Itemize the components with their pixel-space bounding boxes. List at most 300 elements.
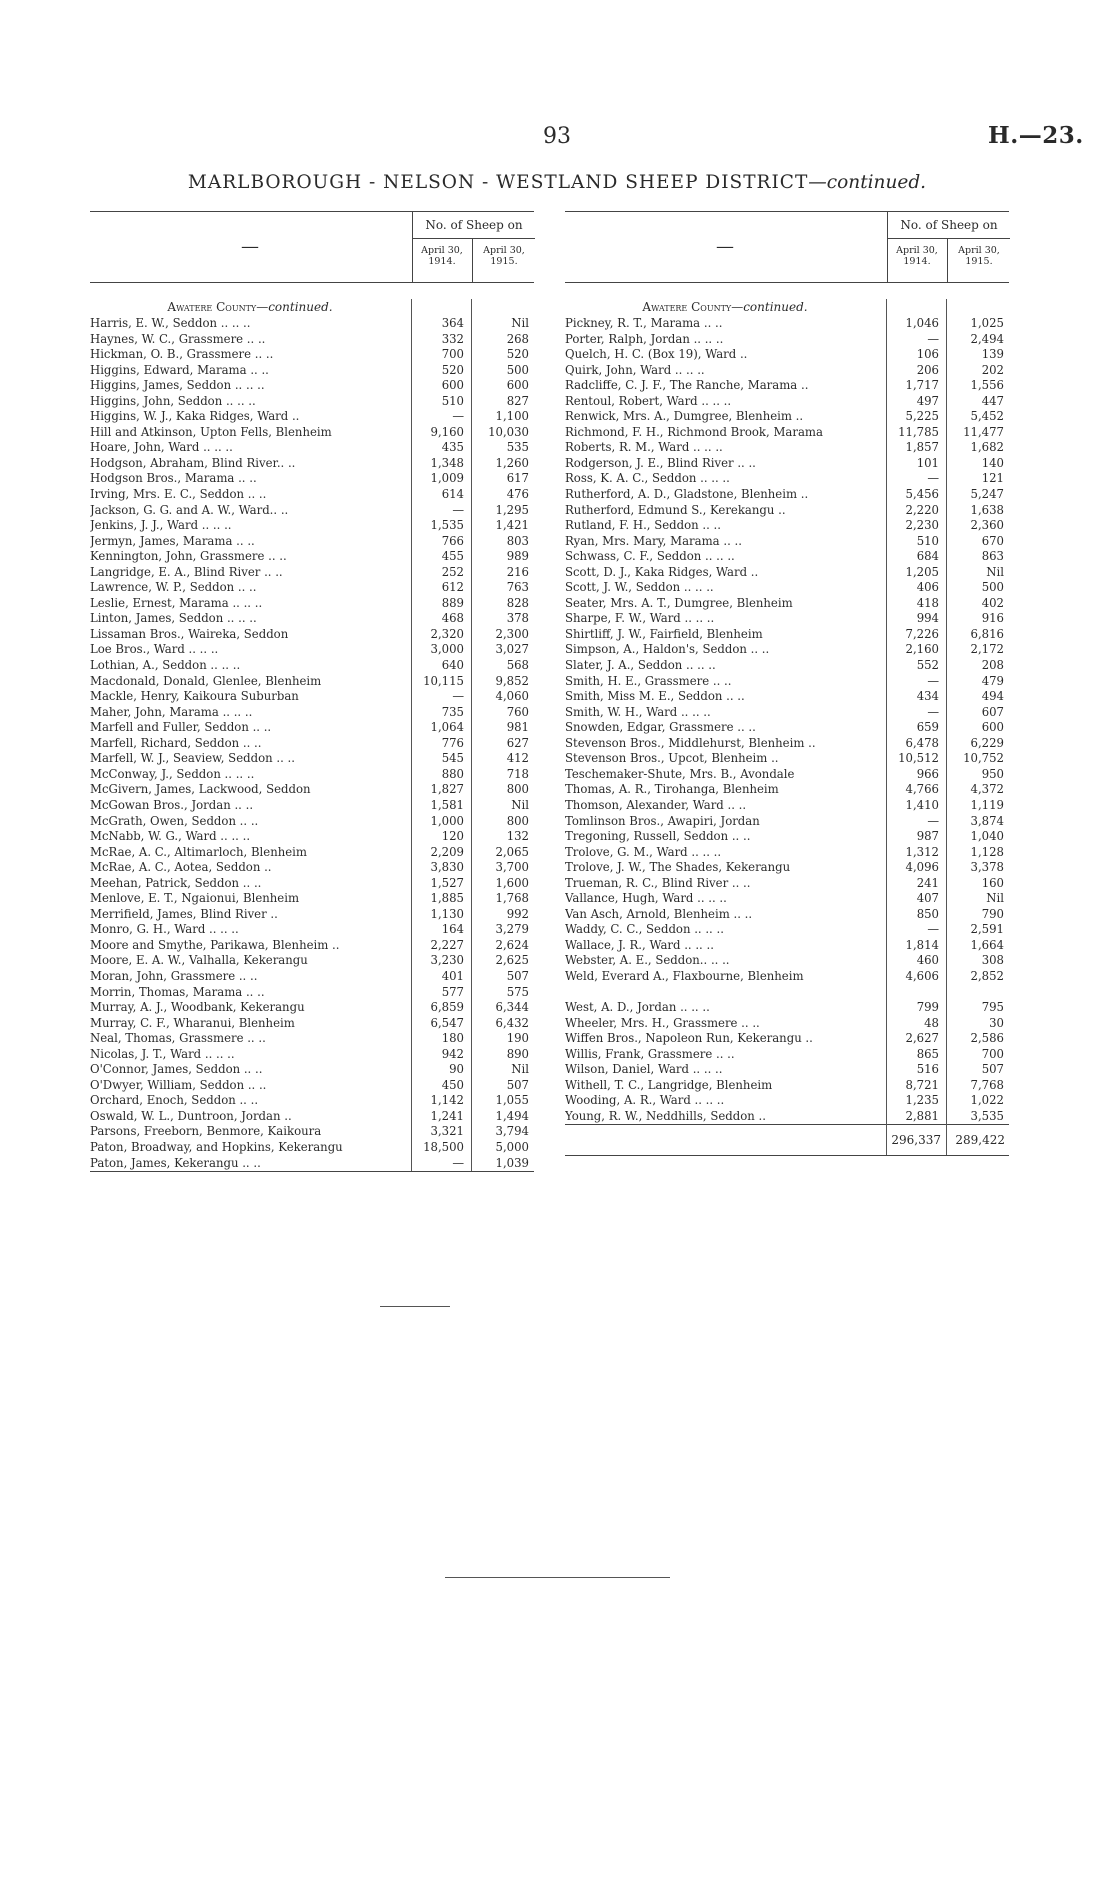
sheep-1914: 520 — [441, 362, 464, 377]
table-row — [565, 409, 1009, 425]
table-row — [565, 627, 1009, 643]
sheep-1915: 3,279 — [495, 922, 529, 937]
sheep-1915: 140 — [981, 455, 1004, 470]
sheep-1914: 1,885 — [430, 891, 464, 906]
sheep-1914: 241 — [916, 875, 939, 890]
table-row — [90, 1093, 534, 1109]
sheep-1915: 1,025 — [970, 316, 1004, 330]
owner-name: Ryan, Mrs. Mary, Marama .. .. — [565, 533, 742, 548]
sheep-1914: — — [927, 922, 939, 937]
owner-name: Moran, John, Grassmere .. .. — [90, 968, 258, 983]
table-row — [565, 751, 1009, 767]
header-group-label: No. of Sheep on — [413, 218, 535, 239]
sheep-1915: 132 — [506, 829, 529, 844]
table-row — [90, 363, 534, 379]
table-row — [90, 347, 534, 363]
sheep-1914: 460 — [916, 953, 939, 968]
sheep-1915: 916 — [981, 611, 1004, 626]
totals-label — [565, 1125, 885, 1155]
owner-name: Loe Bros., Ward .. .. .. — [90, 642, 219, 657]
owner-name: Pickney, R. T., Marama .. .. — [565, 316, 723, 330]
table-row — [565, 1062, 1009, 1078]
sheep-1914: 1,717 — [905, 378, 939, 393]
sheep-1914: 252 — [441, 564, 464, 579]
sheep-1914: 600 — [441, 378, 464, 393]
table-row — [565, 1109, 1009, 1125]
report-code: H.—23. — [988, 122, 1084, 149]
table-row — [90, 860, 534, 876]
sheep-1914: 3,230 — [430, 953, 464, 968]
table-row — [565, 969, 1009, 1000]
table-row — [90, 798, 534, 814]
sheep-1914: 776 — [441, 735, 464, 750]
table-row — [90, 471, 534, 487]
owner-name: Higgins, Edward, Marama .. .. — [90, 362, 269, 377]
table-row — [90, 1140, 534, 1156]
sheep-1915: 760 — [506, 704, 529, 719]
table-row — [90, 1016, 534, 1032]
owner-name: Kennington, John, Grassmere .. .. — [90, 549, 287, 564]
owner-name: Vallance, Hugh, Ward .. .. .. — [565, 891, 727, 906]
table-row — [565, 487, 1009, 503]
owner-name: Monro, G. H., Ward .. .. .. — [90, 922, 239, 937]
sheep-1915: 139 — [981, 347, 1004, 362]
owner-name: Hill and Atkinson, Upton Fells, Blenheim — [90, 424, 332, 439]
divider — [445, 1577, 670, 1578]
table-row — [90, 1156, 534, 1172]
owner-name: Hickman, O. B., Grassmere .. .. — [90, 347, 274, 362]
table-row — [565, 425, 1009, 441]
sheep-1915: 1,128 — [970, 844, 1004, 859]
sheep-1915: 1,022 — [970, 1093, 1004, 1108]
sheep-1915: 600 — [981, 720, 1004, 735]
sheep-1915: 3,874 — [970, 813, 1004, 828]
table-row — [90, 394, 534, 410]
title-continued: —continued. — [808, 172, 927, 193]
sheep-1915: 1,040 — [970, 829, 1004, 844]
sheep-1915: 2,300 — [495, 626, 529, 641]
sheep-1914: 1,064 — [430, 720, 464, 735]
table-row — [90, 565, 534, 581]
sheep-1914: 5,225 — [905, 409, 939, 424]
sheep-1915: 2,625 — [495, 953, 529, 968]
table-row — [565, 891, 1009, 907]
owner-name: West, A. D., Jordan .. .. .. — [565, 999, 710, 1014]
table-row — [565, 332, 1009, 348]
sheep-1915: 3,535 — [970, 1108, 1004, 1123]
sheep-1915: 6,816 — [970, 626, 1004, 641]
sheep-1914: 889 — [441, 595, 464, 610]
table-row — [90, 1000, 534, 1016]
owner-name: Smith, W. H., Ward .. .. .. — [565, 704, 711, 719]
header-year-1914: April 30, 1914. — [896, 245, 938, 267]
table-row — [565, 596, 1009, 612]
owner-name: Oswald, W. L., Duntroon, Jordan .. — [90, 1108, 292, 1123]
table-row — [90, 985, 534, 1001]
sheep-1915: 617 — [506, 471, 529, 486]
sheep-1914: 2,230 — [905, 518, 939, 533]
sheep-1915: 268 — [506, 331, 529, 346]
table-row — [90, 876, 534, 892]
sheep-1914: 700 — [441, 347, 464, 362]
owner-name: Maher, John, Marama .. .. .. — [90, 704, 253, 719]
table-row — [565, 922, 1009, 938]
owner-name: Trolove, G. M., Ward .. .. .. — [565, 844, 722, 859]
sheep-1915: 600 — [506, 378, 529, 393]
owner-name: McRae, A. C., Altimarloch, Blenheim — [90, 844, 308, 859]
table-row — [90, 378, 534, 394]
table-row — [565, 938, 1009, 954]
sheep-1914: 4,606 — [905, 968, 939, 983]
section-heading: Awatere County—continued. — [167, 300, 333, 314]
owner-name: Trueman, R. C., Blind River .. .. — [565, 875, 751, 890]
table-row — [90, 642, 534, 658]
sheep-1914: 1,241 — [430, 1108, 464, 1123]
sheep-1914: 612 — [441, 580, 464, 595]
owner-name: Parsons, Freeborn, Benmore, Kaikoura — [90, 1124, 322, 1139]
sheep-1914: 101 — [916, 455, 939, 470]
owner-name: Withell, T. C., Langridge, Blenheim — [565, 1077, 773, 1092]
sheep-1915: 6,344 — [495, 1000, 529, 1015]
owner-name: Weld, Everard A., Flaxbourne, Blenheim — [565, 968, 804, 983]
table-row — [90, 1031, 534, 1047]
table-row — [90, 611, 534, 627]
owner-name: Scott, J. W., Seddon .. .. .. — [565, 580, 714, 595]
owner-name: Higgins, John, Seddon .. .. .. — [90, 393, 256, 408]
sheep-1914: 552 — [916, 658, 939, 673]
sheep-1915: Nil — [986, 564, 1004, 579]
table-row — [90, 1124, 534, 1140]
owner-name: Willis, Frank, Grassmere .. .. — [565, 1046, 735, 1061]
owner-name: Lawrence, W. P., Seddon .. .. — [90, 580, 257, 595]
sheep-1914: 3,321 — [430, 1124, 464, 1139]
sheep-1914: 10,115 — [423, 673, 464, 688]
sheep-1914: 48 — [924, 1015, 939, 1030]
sheep-1915: 828 — [506, 595, 529, 610]
owner-name: Teschemaker-Shute, Mrs. B., Avondale — [565, 766, 795, 781]
sheep-1914: — — [452, 1155, 464, 1170]
table-row — [565, 674, 1009, 690]
sheep-1915: 1,119 — [970, 797, 1004, 812]
sheep-1915: 2,172 — [970, 642, 1004, 657]
sheep-1915: 308 — [981, 953, 1004, 968]
table-row — [565, 471, 1009, 487]
sheep-1914: 1,581 — [430, 797, 464, 812]
owner-name: Jackson, G. G. and A. W., Ward.. .. — [90, 502, 289, 517]
sheep-count-header — [412, 212, 535, 282]
sheep-1915: 520 — [506, 347, 529, 362]
sheep-1915: 1,768 — [495, 891, 529, 906]
table-row — [565, 1016, 1009, 1032]
sheep-1915: 1,260 — [495, 455, 529, 470]
column-rule — [471, 299, 472, 1171]
sheep-1915: 30 — [989, 1015, 1004, 1030]
sheep-1914: 6,547 — [430, 1015, 464, 1030]
table-row — [565, 953, 1009, 969]
table-row — [565, 518, 1009, 534]
sheep-1914: 4,766 — [905, 782, 939, 797]
sheep-1915: 5,247 — [970, 487, 1004, 502]
sheep-1914: 401 — [441, 968, 464, 983]
table-row — [90, 549, 534, 565]
total-1914: 296,337 — [891, 1133, 941, 1148]
sheep-1914: 407 — [916, 891, 939, 906]
sheep-1914: 90 — [449, 1062, 464, 1077]
table-row — [90, 503, 534, 519]
table-row — [565, 720, 1009, 736]
sheep-1915: 190 — [506, 1031, 529, 1046]
sheep-1915: 507 — [981, 1062, 1004, 1077]
table-row — [565, 1078, 1009, 1094]
sheep-1915: 447 — [981, 393, 1004, 408]
sheep-1915: 2,360 — [970, 518, 1004, 533]
sheep-1914: 2,627 — [905, 1031, 939, 1046]
sheep-1914: 1,046 — [905, 316, 939, 330]
owner-name: Van Asch, Arnold, Blenheim .. .. — [565, 906, 753, 921]
left-table-body — [90, 299, 534, 1172]
sheep-1914: — — [927, 331, 939, 346]
table-row — [565, 580, 1009, 596]
title-main: MARLBOROUGH - NELSON - WESTLAND SHEEP DISTRICT — [187, 172, 809, 193]
sheep-1914: 987 — [916, 829, 939, 844]
owner-name: Hodgson, Abraham, Blind River.. .. — [90, 455, 296, 470]
table-row — [565, 1047, 1009, 1063]
owner-name: Sharpe, F. W., Ward .. .. .. — [565, 611, 715, 626]
sheep-1915: 3,027 — [495, 642, 529, 657]
sheep-1914: 164 — [441, 922, 464, 937]
sheep-1914: 1,527 — [430, 875, 464, 890]
sheep-1914: 735 — [441, 704, 464, 719]
sheep-1914: 2,209 — [430, 844, 464, 859]
sheep-1914: 5,456 — [905, 487, 939, 502]
sheep-1914: 9,160 — [430, 424, 464, 439]
table-row — [90, 767, 534, 783]
table-row — [90, 440, 534, 456]
owner-name: Webster, A. E., Seddon.. .. .. — [565, 953, 730, 968]
owner-name: McConway, J., Seddon .. .. .. — [90, 766, 255, 781]
sheep-1914: 865 — [916, 1046, 939, 1061]
sheep-1914: 966 — [916, 766, 939, 781]
table-row — [90, 953, 534, 969]
table-row — [90, 782, 534, 798]
table-row — [565, 347, 1009, 363]
owner-name: Thomas, A. R., Tirohanga, Blenheim — [565, 782, 779, 797]
table-row — [90, 938, 534, 954]
owner-name: Leslie, Ernest, Marama .. .. .. — [90, 595, 263, 610]
sheep-1915: 1,638 — [970, 502, 1004, 517]
sheep-1914: 332 — [441, 331, 464, 346]
sheep-count-header — [887, 212, 1010, 282]
sheep-1914: 994 — [916, 611, 939, 626]
sheep-1914: — — [452, 409, 464, 424]
sheep-1915: 800 — [506, 782, 529, 797]
sheep-1914: 435 — [441, 440, 464, 455]
sheep-1914: 455 — [441, 549, 464, 564]
owner-name: Scott, D. J., Kaka Ridges, Ward .. — [565, 564, 759, 579]
sheep-1915: 507 — [506, 968, 529, 983]
table-row — [565, 689, 1009, 705]
table-row — [90, 487, 534, 503]
owner-name: Wallace, J. R., Ward .. .. .. — [565, 937, 714, 952]
table-row — [90, 627, 534, 643]
owner-name: Irving, Mrs. E. C., Seddon .. .. — [90, 487, 267, 502]
table-row — [565, 549, 1009, 565]
table-row — [90, 316, 534, 332]
sheep-1915: 11,477 — [963, 424, 1004, 439]
table-row — [90, 596, 534, 612]
sheep-1915: 863 — [981, 549, 1004, 564]
table-row — [565, 642, 1009, 658]
sheep-1914: 545 — [441, 751, 464, 766]
owner-name: Meehan, Patrick, Seddon .. .. — [90, 875, 262, 890]
table-row — [90, 409, 534, 425]
table-row — [90, 907, 534, 923]
sheep-1914: 766 — [441, 533, 464, 548]
sheep-1914: 1,142 — [430, 1093, 464, 1108]
sheep-1915: 2,852 — [970, 968, 1004, 983]
sheep-1915: 627 — [506, 735, 529, 750]
sheep-1914: 850 — [916, 906, 939, 921]
sheep-1915: Nil — [511, 316, 529, 330]
sheep-1915: 763 — [506, 580, 529, 595]
sheep-1914: 180 — [441, 1031, 464, 1046]
sheep-1915: 402 — [981, 595, 1004, 610]
owner-name: Wilson, Daniel, Ward .. .. .. — [565, 1062, 723, 1077]
sheep-1914: — — [452, 689, 464, 704]
owner-name: Quelch, H. C. (Box 19), Ward .. — [565, 347, 748, 362]
table-row — [565, 565, 1009, 581]
sheep-1915: 160 — [981, 875, 1004, 890]
sheep-1914: 120 — [441, 829, 464, 844]
table-row — [565, 860, 1009, 876]
sheep-1914: 640 — [441, 658, 464, 673]
table-row — [565, 658, 1009, 674]
sheep-1915: 6,229 — [970, 735, 1004, 750]
sheep-1915: Nil — [986, 891, 1004, 906]
table-row — [90, 829, 534, 845]
owner-name: Shirtliff, J. W., Fairfield, Blenheim — [565, 626, 763, 641]
sheep-1915: 500 — [506, 362, 529, 377]
sheep-1914: 497 — [916, 393, 939, 408]
table-row — [565, 1093, 1009, 1109]
sheep-1914: 1,827 — [430, 782, 464, 797]
sheep-1915: 2,586 — [970, 1031, 1004, 1046]
table-row — [565, 798, 1009, 814]
sheep-1915: 568 — [506, 658, 529, 673]
sheep-1915: 795 — [981, 999, 1004, 1014]
page-title — [0, 172, 1114, 193]
sheep-1915: 700 — [981, 1046, 1004, 1061]
owner-name: Marfell, Richard, Seddon .. .. — [90, 735, 262, 750]
sheep-1914: — — [927, 471, 939, 486]
sheep-1914: 516 — [916, 1062, 939, 1077]
sheep-1914: 659 — [916, 720, 939, 735]
column-rule — [411, 299, 412, 1171]
header-year-1915: April 30, 1915. — [472, 238, 535, 282]
sheep-1914: 2,160 — [905, 642, 939, 657]
sheep-1915: 989 — [506, 549, 529, 564]
owner-name: Murray, A. J., Woodbank, Kekerangu — [90, 1000, 305, 1015]
header-dash: — — [716, 236, 734, 257]
owner-name: Smith, H. E., Grassmere .. .. — [565, 673, 732, 688]
owner-name: McRae, A. C., Aotea, Seddon .. — [90, 860, 272, 875]
sheep-1915: 494 — [981, 689, 1004, 704]
table-row — [565, 736, 1009, 752]
table-row — [565, 611, 1009, 627]
sheep-1915: 950 — [981, 766, 1004, 781]
sheep-1914: 18,500 — [423, 1139, 464, 1154]
sheep-1914: 3,830 — [430, 860, 464, 875]
sheep-1914: 1,814 — [905, 937, 939, 952]
sheep-1915: 5,000 — [495, 1139, 529, 1154]
sheep-1915: 2,624 — [495, 937, 529, 952]
table-row — [90, 1047, 534, 1063]
total-1915: 289,422 — [955, 1133, 1005, 1148]
table-row — [565, 845, 1009, 861]
owner-name: Rentoul, Robert, Ward .. .. .. — [565, 393, 732, 408]
sheep-1914: 450 — [441, 1077, 464, 1092]
sheep-1915: 479 — [981, 673, 1004, 688]
owner-name: Neal, Thomas, Grassmere .. .. — [90, 1031, 266, 1046]
sheep-1915: 1,295 — [495, 502, 529, 517]
sheep-1915: 9,852 — [495, 673, 529, 688]
table-row — [565, 907, 1009, 923]
sheep-1914: — — [927, 673, 939, 688]
table-row — [565, 440, 1009, 456]
table-row — [565, 534, 1009, 550]
owner-name: Tregoning, Russell, Seddon .. .. — [565, 829, 751, 844]
sheep-1915: 535 — [506, 440, 529, 455]
owner-name: Simpson, A., Haldon's, Seddon .. .. — [565, 642, 770, 657]
owner-name: Moore and Smythe, Parikawa, Blenheim .. — [90, 937, 340, 952]
owner-name: Hoare, John, Ward .. .. .. — [90, 440, 233, 455]
table-row — [565, 394, 1009, 410]
sheep-1914: — — [452, 502, 464, 517]
owner-name: McGivern, James, Lackwood, Seddon — [90, 782, 311, 797]
sheep-1914: 1,348 — [430, 455, 464, 470]
section-heading: Awatere County—continued. — [642, 300, 808, 314]
table-row — [90, 658, 534, 674]
owner-name: Stevenson Bros., Middlehurst, Blenheim .. — [565, 735, 816, 750]
owner-name: Hodgson Bros., Marama .. .. — [90, 471, 257, 486]
owner-name: Schwass, C. F., Seddon .. .. .. — [565, 549, 735, 564]
sheep-1915: 827 — [506, 393, 529, 408]
sheep-1915: 670 — [981, 533, 1004, 548]
sheep-1915: 507 — [506, 1077, 529, 1092]
owner-name: Rutland, F. H., Seddon .. .. — [565, 518, 721, 533]
sheep-1914: 418 — [916, 595, 939, 610]
table-row — [90, 1062, 534, 1078]
right-table-header — [565, 211, 1009, 283]
sheep-1914: 6,478 — [905, 735, 939, 750]
sheep-1915: 3,794 — [495, 1124, 529, 1139]
table-row — [90, 674, 534, 690]
owner-name: McGowan Bros., Jordan .. .. — [90, 797, 254, 812]
owner-name: Morrin, Thomas, Marama .. .. — [90, 984, 265, 999]
table-row — [565, 782, 1009, 798]
owner-name: Seater, Mrs. A. T., Dumgree, Blenheim — [565, 595, 793, 610]
sheep-1915: 378 — [506, 611, 529, 626]
right-rows — [565, 316, 1009, 1124]
left-rows — [90, 316, 534, 1171]
header-year-1915: April 30, 1915. — [947, 238, 1010, 282]
sheep-1915: 4,372 — [970, 782, 1004, 797]
owner-name: Wooding, A. R., Ward .. .. .. — [565, 1093, 725, 1108]
sheep-1915: 10,030 — [488, 424, 529, 439]
page-number: 93 — [543, 124, 571, 149]
owner-name: Menlove, E. T., Ngaionui, Blenheim — [90, 891, 300, 906]
owner-name: Nicolas, J. T., Ward .. .. .. — [90, 1046, 235, 1061]
